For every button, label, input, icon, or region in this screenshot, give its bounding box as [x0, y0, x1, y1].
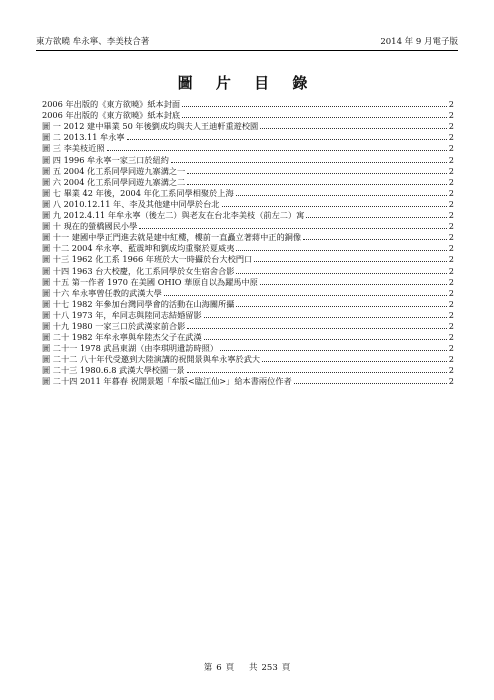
- toc-entry-page: 2: [448, 176, 454, 187]
- dot-leader: [262, 361, 447, 362]
- dot-leader: [254, 261, 447, 262]
- dot-leader: [204, 339, 447, 340]
- toc-entry-page: 2: [448, 110, 454, 121]
- toc-entry-title: 圖 九 2012.4.11 年牟永寧（後左二）與老友在台北李美枝（前左二）寓: [42, 210, 305, 221]
- toc-entry-title: 圖 一 2012 建中畢業 50 年後劉成均與夫人王迪軒重遊校園: [42, 121, 259, 132]
- toc-entry[interactable]: [42, 353, 454, 364]
- dot-leader: [171, 162, 447, 163]
- toc-entry-title: 圖 十三 1962 化工系 1966 年班於大一時攝於台大校門口: [42, 254, 253, 265]
- toc-entry-page: 2: [448, 121, 454, 132]
- toc-entry-page: 2: [448, 276, 454, 287]
- toc-entry-page: 2: [448, 187, 454, 198]
- dot-leader: [187, 184, 447, 185]
- toc-entry-page: 2: [448, 254, 454, 265]
- dot-leader: [107, 150, 447, 151]
- dot-leader: [236, 306, 446, 307]
- toc-entry[interactable]: [42, 375, 454, 386]
- toc-entry-page: 2: [448, 243, 454, 254]
- dot-leader: [182, 117, 447, 118]
- toc-entry[interactable]: [42, 142, 454, 153]
- toc-entry-page: 2: [448, 287, 454, 298]
- toc-entry-title: 圖 三 李美枝近照: [42, 143, 105, 154]
- dot-leader: [139, 228, 447, 229]
- toc-entry-page: 2: [448, 265, 454, 276]
- page-footer: [0, 661, 494, 673]
- toc-entry[interactable]: [42, 220, 454, 231]
- toc-entry[interactable]: [42, 153, 454, 164]
- toc-entry-title: 圖 五 2004 化工系同學同遊九寨溝之一: [42, 165, 186, 176]
- toc-entry-title: 2006 年出版的《東方欲曉》紙本封面: [42, 99, 181, 110]
- toc-entry-title: 圖 十九 1980 一家三口於武漢家前合影: [42, 320, 186, 331]
- toc-entry-page: 2: [448, 221, 454, 232]
- toc-entry-title: 圖 十六 牟永寧曾任教的武漢大學: [42, 287, 162, 298]
- toc-entry-page: 2: [448, 343, 454, 354]
- header-edition: 2014 年 9 月電子版: [380, 37, 458, 47]
- toc-entry-page: 2: [448, 143, 454, 154]
- dot-leader: [236, 250, 446, 251]
- dot-leader: [294, 383, 447, 384]
- page-title: 圖 片 目 錄: [177, 74, 317, 92]
- toc-entry-title: 圖 二十 1982 年牟永寧與牟陸杰父子在武漢: [42, 332, 202, 343]
- toc-entry[interactable]: [42, 176, 454, 187]
- toc-entry-page: 2: [448, 232, 454, 243]
- toc-entry[interactable]: [42, 253, 454, 264]
- total-suffix: 頁: [281, 663, 291, 673]
- dot-leader: [204, 317, 447, 318]
- total-pages: 253: [261, 663, 278, 673]
- toc-entry-title: 2006 年出版的《東方欲曉》紙本封底: [42, 110, 181, 121]
- toc-entry[interactable]: [42, 364, 454, 375]
- toc-entry[interactable]: [42, 298, 454, 309]
- toc-entry-title: 圖 二十二 八十年代受邀到大陸演講的祝開景與牟永寧於武大: [42, 354, 261, 365]
- toc-entry-title: 圖 二十三 1980.6.8 武漢大學校園一景: [42, 365, 185, 376]
- toc-list: [42, 98, 454, 386]
- toc-entry-page: 2: [448, 332, 454, 343]
- toc-entry-title: 圖 十 現在的螢橋國民小學: [42, 221, 138, 232]
- dot-leader: [260, 284, 447, 285]
- dot-leader: [187, 372, 447, 373]
- toc-entry-title: 圖 十七 1982 年參加台灣同學會的活動在山海關所攝: [42, 298, 235, 309]
- toc-entry[interactable]: [42, 342, 454, 353]
- dot-leader: [260, 128, 447, 129]
- page-suffix: 頁: [225, 663, 235, 673]
- toc-entry-page: 2: [448, 309, 454, 320]
- dot-leader: [164, 295, 447, 296]
- toc-entry[interactable]: [42, 131, 454, 142]
- dot-leader: [187, 173, 447, 174]
- dot-leader: [187, 328, 447, 329]
- toc-entry[interactable]: [42, 165, 454, 176]
- dot-leader: [306, 217, 446, 218]
- toc-entry[interactable]: [42, 264, 454, 275]
- toc-entry[interactable]: [42, 242, 454, 253]
- toc-entry-title: 圖 四 1996 牟永寧一家三口於紐約: [42, 154, 169, 165]
- dot-leader: [182, 106, 447, 107]
- toc-entry-title: 圖 十八 1973 年，牟同志與陸同志結婚留影: [42, 309, 202, 320]
- toc-entry[interactable]: [42, 209, 454, 220]
- toc-entry-title: 圖 六 2004 化工系同學同遊九寨溝之二: [42, 176, 186, 187]
- page-prefix: 第: [203, 663, 213, 673]
- toc-entry[interactable]: [42, 287, 454, 298]
- toc-entry-page: 2: [448, 198, 454, 209]
- toc-entry-page: 2: [448, 365, 454, 376]
- header-book-title: 東方欲曉 牟永寧、李美枝合著: [36, 37, 150, 47]
- toc-entry[interactable]: [42, 198, 454, 209]
- toc-entry-title: 圖 十一 建國中學正門進去就是建中紅樓，樓前一直矗立著蔣中正的銅像: [42, 232, 302, 243]
- page-number: 6: [216, 663, 222, 673]
- toc-entry-page: 2: [448, 99, 454, 110]
- toc-entry[interactable]: [42, 187, 454, 198]
- toc-entry[interactable]: [42, 109, 454, 120]
- dot-leader: [236, 195, 447, 196]
- toc-entry[interactable]: [42, 320, 454, 331]
- toc-entry-title: 圖 二十四 2011 年暮春 祝開景題「牟版<臨江仙>」給本書兩位作者: [42, 376, 292, 387]
- page-header: [36, 34, 458, 51]
- toc-entry-title: 圖 十五 第一作者 1970 在美國 OHIO 華原自以為躍馬中原: [42, 276, 258, 287]
- toc-entry-title: 圖 八 2010.12.11 年、李及其他建中同學於台北: [42, 198, 220, 209]
- toc-entry-page: 2: [448, 165, 454, 176]
- dot-leader: [222, 206, 447, 207]
- toc-entry-title: 圖 七 畢業 42 年後，2004 年化工系同學相聚於上海: [42, 187, 234, 198]
- toc-entry[interactable]: [42, 331, 454, 342]
- toc-entry-title: 圖 二 2013.11 牟永寧: [42, 132, 125, 143]
- toc-entry[interactable]: [42, 98, 454, 109]
- dot-leader: [303, 239, 447, 240]
- toc-entry[interactable]: [42, 120, 454, 131]
- toc-entry-page: 2: [448, 154, 454, 165]
- toc-entry-page: 2: [448, 320, 454, 331]
- toc-entry-title: 圖 二十一 1978 武昌東湖（由李琪明遺訪時照）: [42, 343, 219, 354]
- dot-leader: [236, 273, 446, 274]
- toc-entry-page: 2: [448, 354, 454, 365]
- toc-entry-title: 圖 十四 1963 台大校慶，化工系同學於女生宿舍合影: [42, 265, 235, 276]
- toc-entry-page: 2: [448, 132, 454, 143]
- dot-leader: [220, 350, 447, 351]
- total-prefix: 共: [249, 663, 258, 673]
- toc-entry[interactable]: [42, 231, 454, 242]
- toc-entry-page: 2: [448, 298, 454, 309]
- dot-leader: [127, 139, 447, 140]
- toc-entry-title: 圖 十二 2004 牟永寧、藍震坤和劉成均重聚於夏威夷: [42, 243, 235, 254]
- toc-entry-page: 2: [448, 376, 454, 387]
- toc-entry-page: 2: [448, 210, 454, 221]
- toc-entry[interactable]: [42, 309, 454, 320]
- toc-entry[interactable]: [42, 276, 454, 287]
